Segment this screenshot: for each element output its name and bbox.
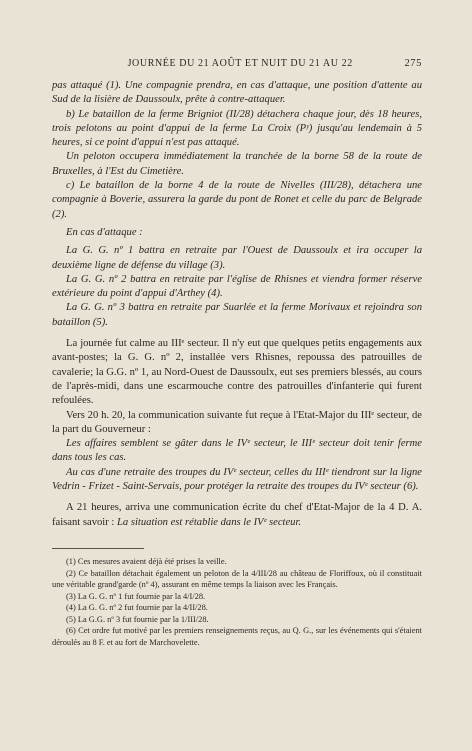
footnote: (5) La G.G. nº 3 fut fournie par la 1/III/28. — [66, 614, 209, 624]
paragraph: Un peloton occupera immédiatement la tranchée de la borne 58 de la route de Bruxelles, à l'Est du Cimetière. — [52, 151, 422, 177]
paragraph: c) Le bataillon de la borne 4 de la route de Nivelles (III/28), détachera une compagnie à Boverie, assurera la garde du pont de Ronet et celle du parc de Belgrade (2). — [52, 180, 422, 220]
paragraph: La journée fut calme au IIIᵉ secteur. Il n'y eut que quelques petits engagements aux avant-postes; la G. G. nº 2, installée vers Rhisnes, repoussa des patrouilles de cavalerie; la G.G. nº 1, au Nord-Ouest de Daussoulx, eut ses premiers blessés, au cours de l'après-midi, dans une escarmouche contre des patrouilles d'infanterie qui furent refoulées. — [52, 338, 422, 407]
footnote: (1) Ces mesures avaient déjà été prises la veille. — [66, 556, 227, 566]
running-title: JOURNÉE DU 21 AOÛT ET NUIT DU 21 AU 22 — [127, 58, 353, 69]
footnote: (4) La G. G. nº 2 fut fournie par la 4/II/28. — [66, 603, 208, 613]
paragraph: Vers 20 h. 20, la communication suivante fut reçue à l'Etat-Major du IIIᵉ secteur, de la part du Gouverneur : — [52, 409, 422, 435]
paragraph: b) Le bataillon de la ferme Brigniot (II/28) détachera chaque jour, dès 18 heures, trois pelotons au point d'appui de la ferme La Croix (Pʸ) jusqu'au lendemain à 5 heures, si ce point d'appui n'est pas attaqué. — [52, 108, 422, 149]
paragraph — [52, 501, 422, 530]
footnote-divider — [52, 548, 144, 549]
quoted-paragraph: Au cas d'une retraite des troupes du IVᵉ secteur, celles du IIIᵉ tiendront sur la ligne Vedrin - Frizet - Saint-Servais, pour protéger la retraite des troupes du IVᵉ secteur (6). — [52, 466, 422, 493]
paragraph-lead: A 21 heures, arriva une communication écrite du chef d'Etat-Major de la 4 D. A. faisant savoir : — [52, 502, 422, 528]
paragraph-quote: La situation est rétablie dans le IVᵉ secteur. — [117, 516, 302, 528]
main-text — [52, 79, 422, 530]
quoted-paragraph: Les affaires semblent se gâter dans le IVᵉ secteur, le IIIᵉ secteur doit tenir ferme dans tous les cas. — [52, 438, 422, 464]
footnote: (2) Ce bataillon détachait également un peloton de la 4/III/28 au château de Floriffoux, où il constituait une véritable grand'garde (nº 4), assurant en même temps la liaison avec les Français. — [52, 568, 422, 590]
paragraph: La G. G. nº 3 battra en retraite par Suarlée et la ferme Morivaux et rejoindra son bataillon (5). — [52, 302, 422, 328]
paragraph: pas attaqué (1). Une compagnie prendra, en cas d'attaque, une position d'attente au Sud de la lisière de Daussoulx, prête à contre-attaquer. — [52, 80, 422, 106]
footnote: (6) Cet ordre fut motivé par les premiers renseignements reçus, au Q. G., sur les événements qui s'étaient déroulés au 8 F. et au fort de Marchovelette. — [52, 626, 422, 648]
running-header — [52, 58, 422, 69]
footnotes — [52, 556, 422, 649]
paragraph: La G. G. nº 2 battra en retraite par l'église de Rhisnes et viendra former réserve extérieure du point d'appui d'Arthey (4). — [52, 273, 422, 300]
footnote: (3) La G. G. nº 1 fut fournie par la 4/I/28. — [66, 591, 206, 601]
page-number: 275 — [404, 58, 422, 69]
paragraph: La G. G. nº 1 battra en retraite par l'Ouest de Daussoulx et ira occuper la deuxième ligne de défense du village (3). — [52, 245, 422, 271]
paragraph: En cas d'attaque : — [66, 226, 143, 238]
